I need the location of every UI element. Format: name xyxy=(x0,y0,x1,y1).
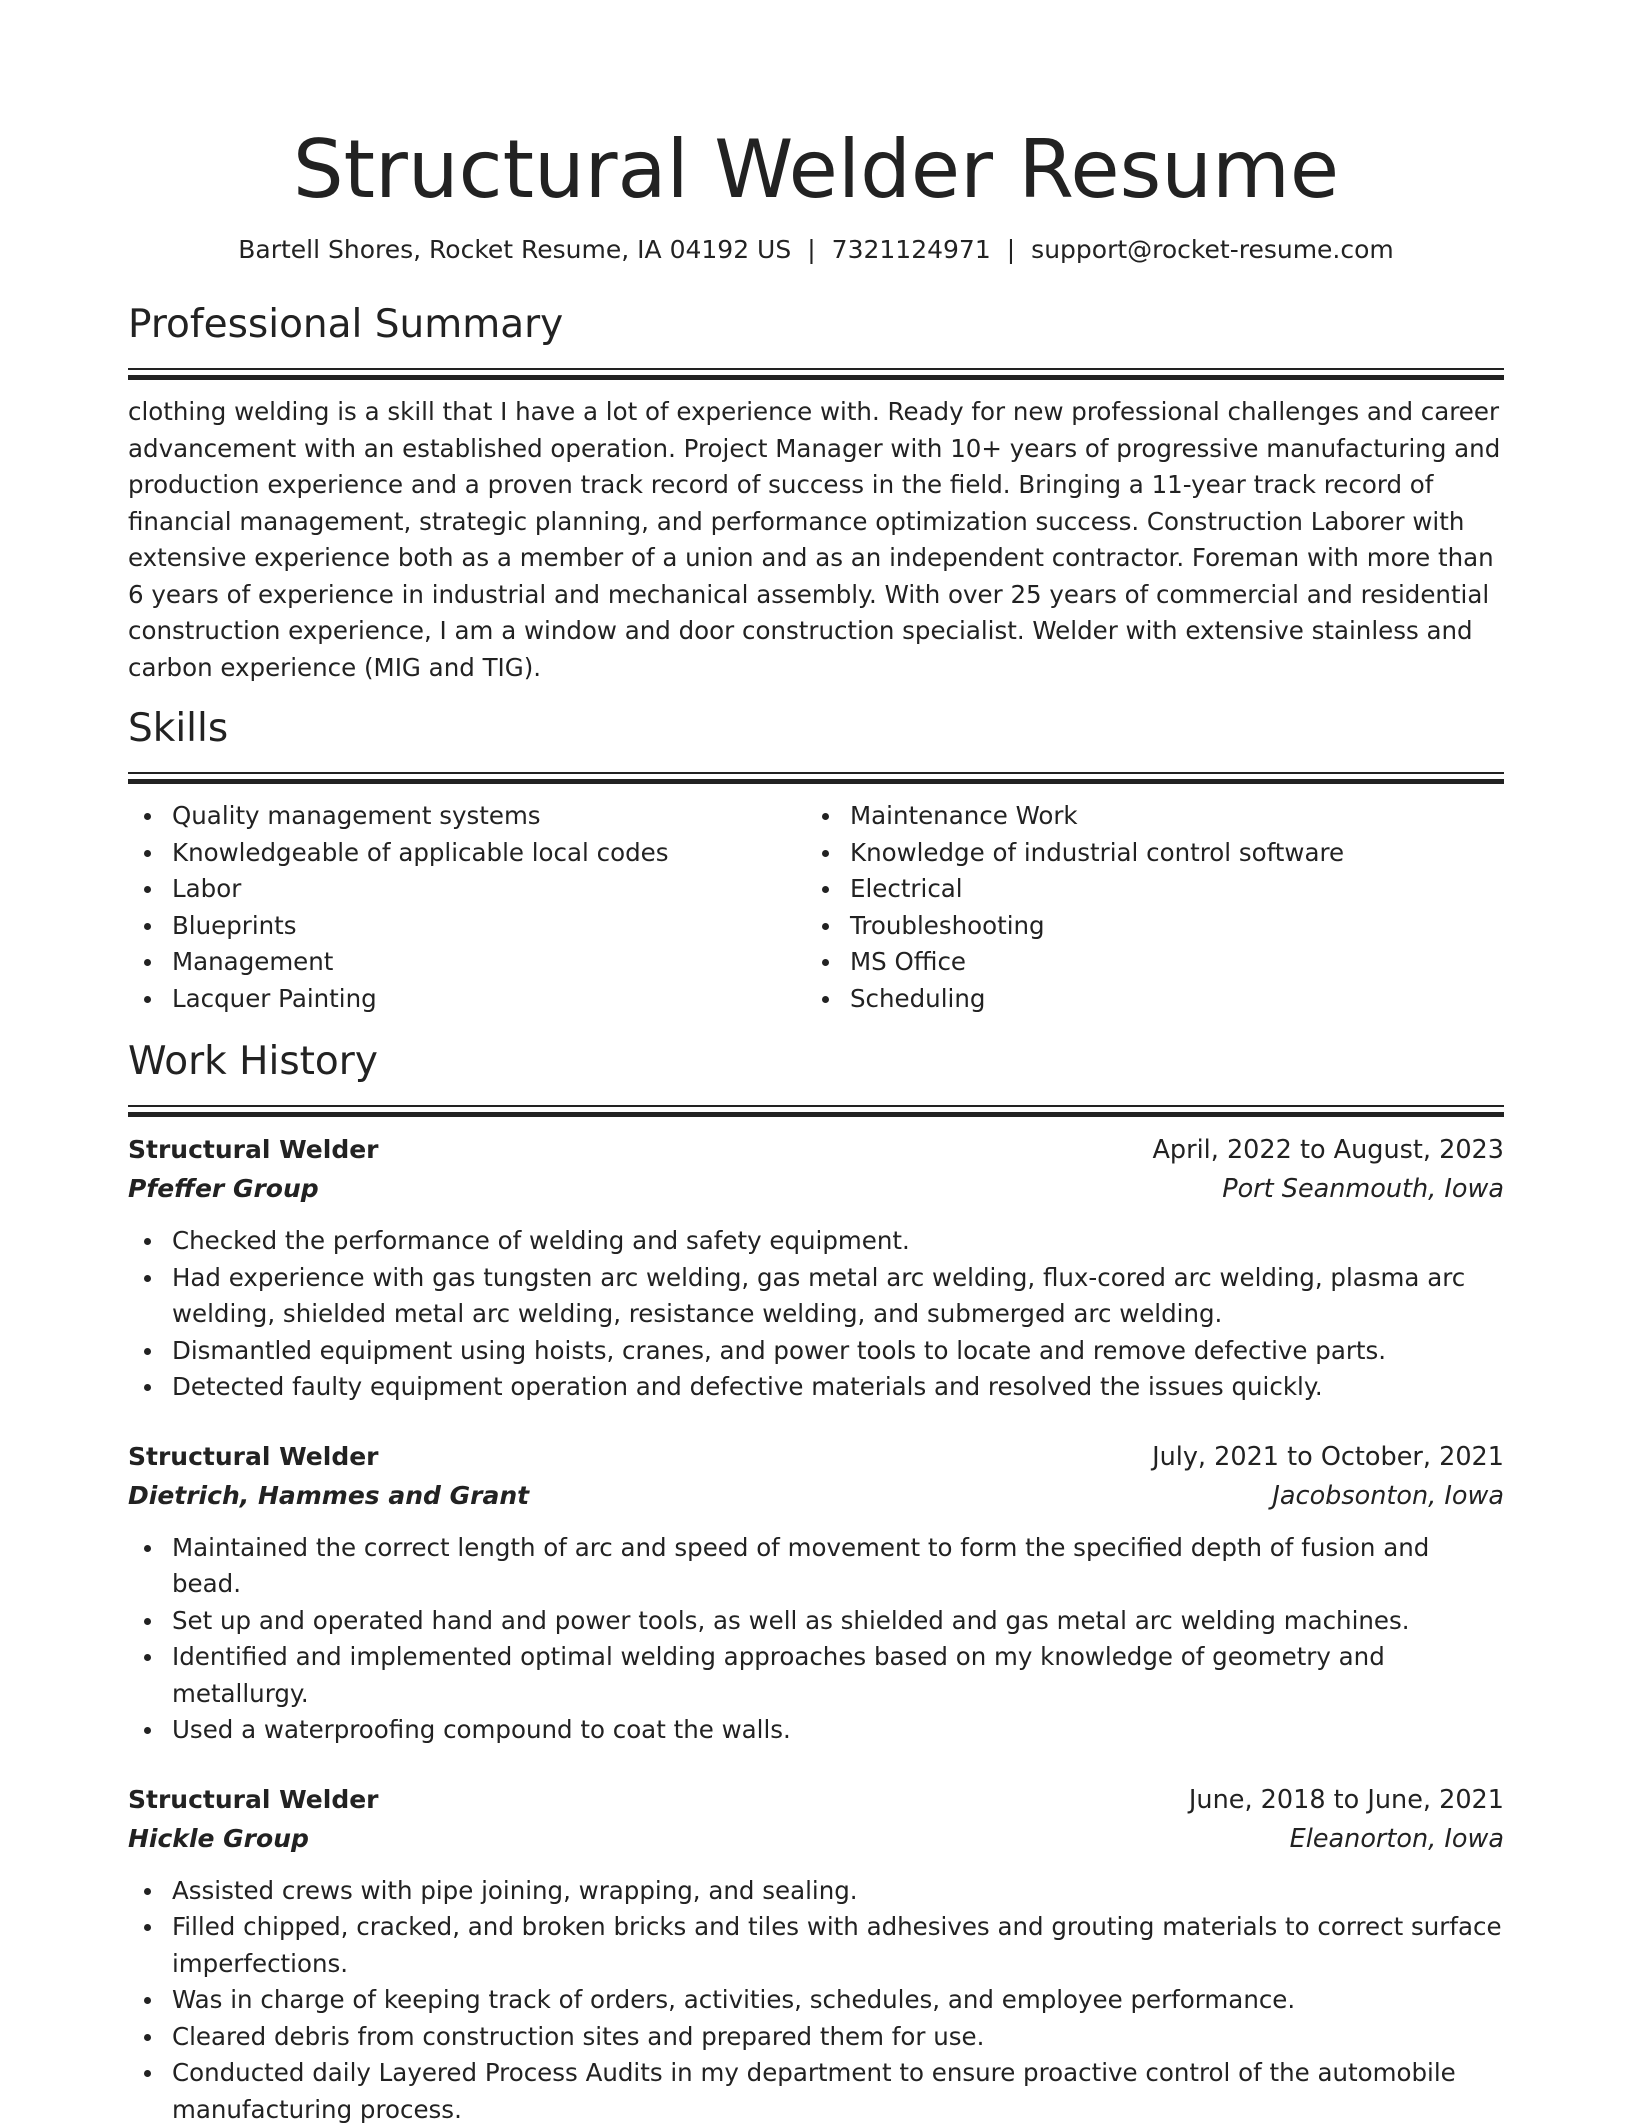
job-entry xyxy=(128,1131,1504,1406)
skill-item: Scheduling xyxy=(806,981,1484,1018)
job-company: Dietrich, Hammes and Grant xyxy=(128,1476,529,1516)
job-bullet: Checked the performance of welding and safety equipment. xyxy=(128,1223,1504,1260)
skill-item: Maintenance Work xyxy=(806,798,1484,835)
contact-address: Bartell Shores, Rocket Resume, IA 04192 US xyxy=(238,235,791,264)
job-location: Jacobsonton, Iowa xyxy=(1272,1476,1504,1516)
job-bullet: Cleared debris from construction sites and prepared them for use. xyxy=(128,2019,1504,2056)
contact-separator: | xyxy=(991,235,1031,264)
job-bullet: Detected faulty equipment operation and defective materials and resolved the issues quickly. xyxy=(128,1369,1504,1406)
contact-phone: 7321124971 xyxy=(832,235,991,264)
section-divider xyxy=(128,1105,1504,1117)
job-bullet: Dismantled equipment using hoists, cranes, and power tools to locate and remove defective parts. xyxy=(128,1333,1504,1370)
job-header-row xyxy=(128,1438,1504,1476)
job-dates: April, 2022 to August, 2023 xyxy=(1152,1131,1504,1169)
skill-item: Knowledgeable of applicable local codes xyxy=(128,835,806,872)
skill-item: Management xyxy=(128,944,806,981)
summary-section xyxy=(128,300,1504,686)
job-header-row xyxy=(128,1131,1504,1169)
job-company: Hickle Group xyxy=(128,1819,309,1859)
job-bullet-list xyxy=(128,1223,1504,1406)
job-bullet: Conducted daily Layered Process Audits in my department to ensure proactive control of the automobile manufacturing process. xyxy=(128,2055,1504,2128)
job-entry xyxy=(128,1781,1504,2128)
job-bullet-list xyxy=(128,1530,1504,1749)
skill-item: Troubleshooting xyxy=(806,908,1484,945)
job-location: Eleanorton, Iowa xyxy=(1290,1819,1504,1859)
skill-item: MS Office xyxy=(806,944,1484,981)
contact-email[interactable]: support@rocket-resume.com xyxy=(1031,235,1394,264)
job-bullet-list xyxy=(128,1873,1504,2128)
job-subheader-row xyxy=(128,1819,1504,1859)
job-subheader-row xyxy=(128,1476,1504,1516)
resume-page xyxy=(128,0,1504,2128)
job-title: Structural Welder xyxy=(128,1438,379,1476)
job-entry xyxy=(128,1438,1504,1749)
job-dates: July, 2021 to October, 2021 xyxy=(1152,1438,1504,1476)
work-history-heading: Work History xyxy=(128,1037,1504,1087)
skill-item: Quality management systems xyxy=(128,798,806,835)
job-bullet: Filled chipped, cracked, and broken bricks and tiles with adhesives and grouting materials to correct surface imperfections. xyxy=(128,1909,1504,1982)
job-bullet: Assisted crews with pipe joining, wrapping, and sealing. xyxy=(128,1873,1504,1910)
job-title: Structural Welder xyxy=(128,1131,379,1169)
summary-text: clothing welding is a skill that I have a lot of experience with. Ready for new professional challenges and career advancement with an established operation. Project Manager with 10+ years of progressive manufacturing and production experience and a proven track record of success in the field. Bringing a 11-year track record of financial management, strategic planning, and performance optimization success. Construction Laborer with extensive experience both as a member of a union and as an independent contractor. Foreman with more than 6 years of experience in industrial and mechanical assembly. With over 25 years of commercial and residential construction experience, I am a window and door construction specialist. Welder with extensive stainless and carbon experience (MIG and TIG). xyxy=(128,394,1504,686)
job-location: Port Seanmouth, Iowa xyxy=(1222,1169,1504,1209)
job-bullet: Used a waterproofing compound to coat the walls. xyxy=(128,1712,1504,1749)
skill-item: Labor xyxy=(128,871,806,908)
skills-columns xyxy=(128,798,1504,1017)
contact-separator: | xyxy=(791,235,831,264)
skills-section xyxy=(128,704,1504,1017)
skill-item: Lacquer Painting xyxy=(128,981,806,1018)
skill-item: Knowledge of industrial control software xyxy=(806,835,1484,872)
section-divider xyxy=(128,368,1504,380)
skill-item: Blueprints xyxy=(128,908,806,945)
work-history-section xyxy=(128,1037,1504,2128)
job-dates: June, 2018 to June, 2021 xyxy=(1189,1781,1504,1819)
skill-item: Electrical xyxy=(806,871,1484,908)
job-title: Structural Welder xyxy=(128,1781,379,1819)
job-bullet: Set up and operated hand and power tools, as well as shielded and gas metal arc welding machines. xyxy=(128,1603,1504,1640)
job-bullet: Had experience with gas tungsten arc welding, gas metal arc welding, flux-cored arc welding, plasma arc welding, shielded metal arc welding, resistance welding, and submerged arc welding. xyxy=(128,1260,1504,1333)
job-subheader-row xyxy=(128,1169,1504,1209)
summary-heading: Professional Summary xyxy=(128,300,1504,350)
section-divider xyxy=(128,772,1504,784)
job-bullet: Was in charge of keeping track of orders, activities, schedules, and employee performance. xyxy=(128,1982,1504,2019)
job-company: Pfeffer Group xyxy=(128,1169,319,1209)
skills-left-column xyxy=(128,798,806,1017)
page-title: Structural Welder Resume xyxy=(128,118,1504,222)
skills-heading: Skills xyxy=(128,704,1504,754)
job-bullet: Identified and implemented optimal welding approaches based on my knowledge of geometry and metallurgy. xyxy=(128,1639,1504,1712)
job-bullet: Maintained the correct length of arc and speed of movement to form the specified depth of fusion and bead. xyxy=(128,1530,1504,1603)
contact-line xyxy=(128,232,1504,268)
skills-right-column xyxy=(806,798,1484,1017)
job-header-row xyxy=(128,1781,1504,1819)
